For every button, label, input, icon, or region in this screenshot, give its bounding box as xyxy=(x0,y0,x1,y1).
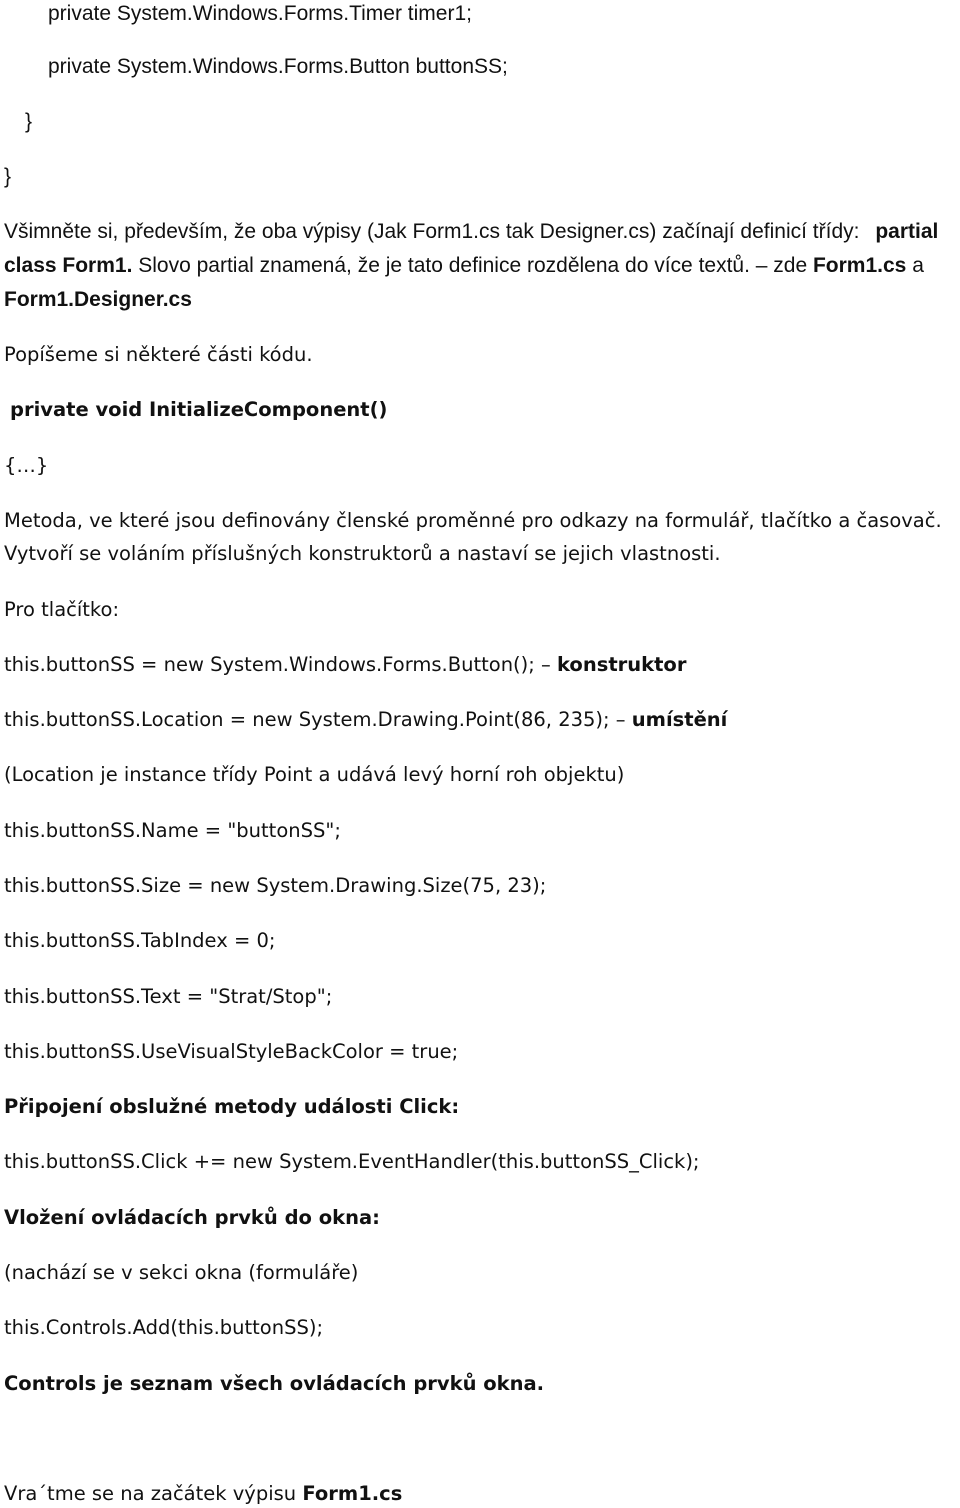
intro-here: – zde xyxy=(749,254,813,277)
code-line-timer: private System.Windows.Forms.Timer timer1; xyxy=(48,2,472,25)
intro-line-2 xyxy=(4,252,924,280)
intro-line-1 xyxy=(4,218,938,246)
controls-note-text: Controls je seznam všech ovládacích prvků okna. xyxy=(4,1372,545,1395)
method-signature xyxy=(10,396,387,424)
desc-paragraph-1: Metoda, ve které jsou definovány členské proměnné pro odkazy na formulář, tlačítko a časovač. xyxy=(4,509,942,532)
code-constructor xyxy=(4,651,686,679)
code-name: this.buttonSS.Name = "buttonSS"; xyxy=(4,819,341,842)
return-form1-cs: Form1.cs xyxy=(302,1482,403,1505)
intro-text: Všimněte si, především, že oba výpisy (Jak Form1.cs tak Designer.cs) začínají definicí třídy: xyxy=(4,220,860,243)
constructor-note: konstruktor xyxy=(556,653,687,676)
desc-paragraph-2: Vytvoří se voláním příslušných konstruktorů a nastaví se jejich vlastnosti. xyxy=(4,542,721,565)
code-visual-style: this.buttonSS.UseVisualStyleBackColor = true; xyxy=(4,1040,459,1063)
code-size: this.buttonSS.Size = new System.Drawing.Size(75, 23); xyxy=(4,874,547,897)
location-note: umístění xyxy=(631,708,728,731)
code-closing-brace-outer: } xyxy=(4,165,12,188)
code-click: this.buttonSS.Click += new System.EventHandler(this.buttonSS_Click); xyxy=(4,1150,700,1173)
code-tabindex: this.buttonSS.TabIndex = 0; xyxy=(4,929,276,952)
intro-class-form1: class Form1. xyxy=(4,254,133,277)
return-text: Vra´tme se na začátek výpisu xyxy=(4,1482,303,1505)
code-text: this.buttonSS.Text = "Strat/Stop"; xyxy=(4,985,333,1008)
intro-form1-cs: Form1.cs xyxy=(812,254,907,277)
intro-partial-explain: Slovo partial znamená, že je tato definice rozdělena do více textů. xyxy=(132,254,750,277)
insert-heading xyxy=(4,1204,380,1232)
method-body: {…} xyxy=(4,454,49,477)
intro-partial-keyword: partial xyxy=(875,220,939,243)
insert-heading-text: Vložení ovládacích prvků do okna: xyxy=(4,1206,380,1229)
return-note xyxy=(4,1480,402,1508)
intro-line-3 xyxy=(4,286,192,314)
method-signature-text: private void InitializeComponent() xyxy=(10,398,388,421)
code-line-button: private System.Windows.Forms.Button buttonSS; xyxy=(48,55,508,78)
intro-designer-cs: Form1.Designer.cs xyxy=(4,288,192,311)
button-heading: Pro tlačítko: xyxy=(4,598,120,621)
location-explain: (Location je instance třídy Point a udává levý horní roh objektu) xyxy=(4,763,625,786)
code-controls-add: this.Controls.Add(this.buttonSS); xyxy=(4,1316,324,1339)
desc-heading: Popíšeme si některé části kódu. xyxy=(4,343,313,366)
intro-and: a xyxy=(906,254,924,277)
code-location-text: this.buttonSS.Location = new System.Drawing.Point(86, 235); – xyxy=(4,708,632,731)
controls-note xyxy=(4,1370,544,1398)
click-heading xyxy=(4,1093,459,1121)
click-heading-text: Připojení obslužné metody události Click: xyxy=(4,1095,460,1118)
code-location xyxy=(4,706,727,734)
insert-note: (nachází se v sekci okna (formuláře) xyxy=(4,1261,359,1284)
code-closing-brace-inner: } xyxy=(25,110,33,133)
code-constructor-text: this.buttonSS = new System.Windows.Forms.Button(); – xyxy=(4,653,557,676)
